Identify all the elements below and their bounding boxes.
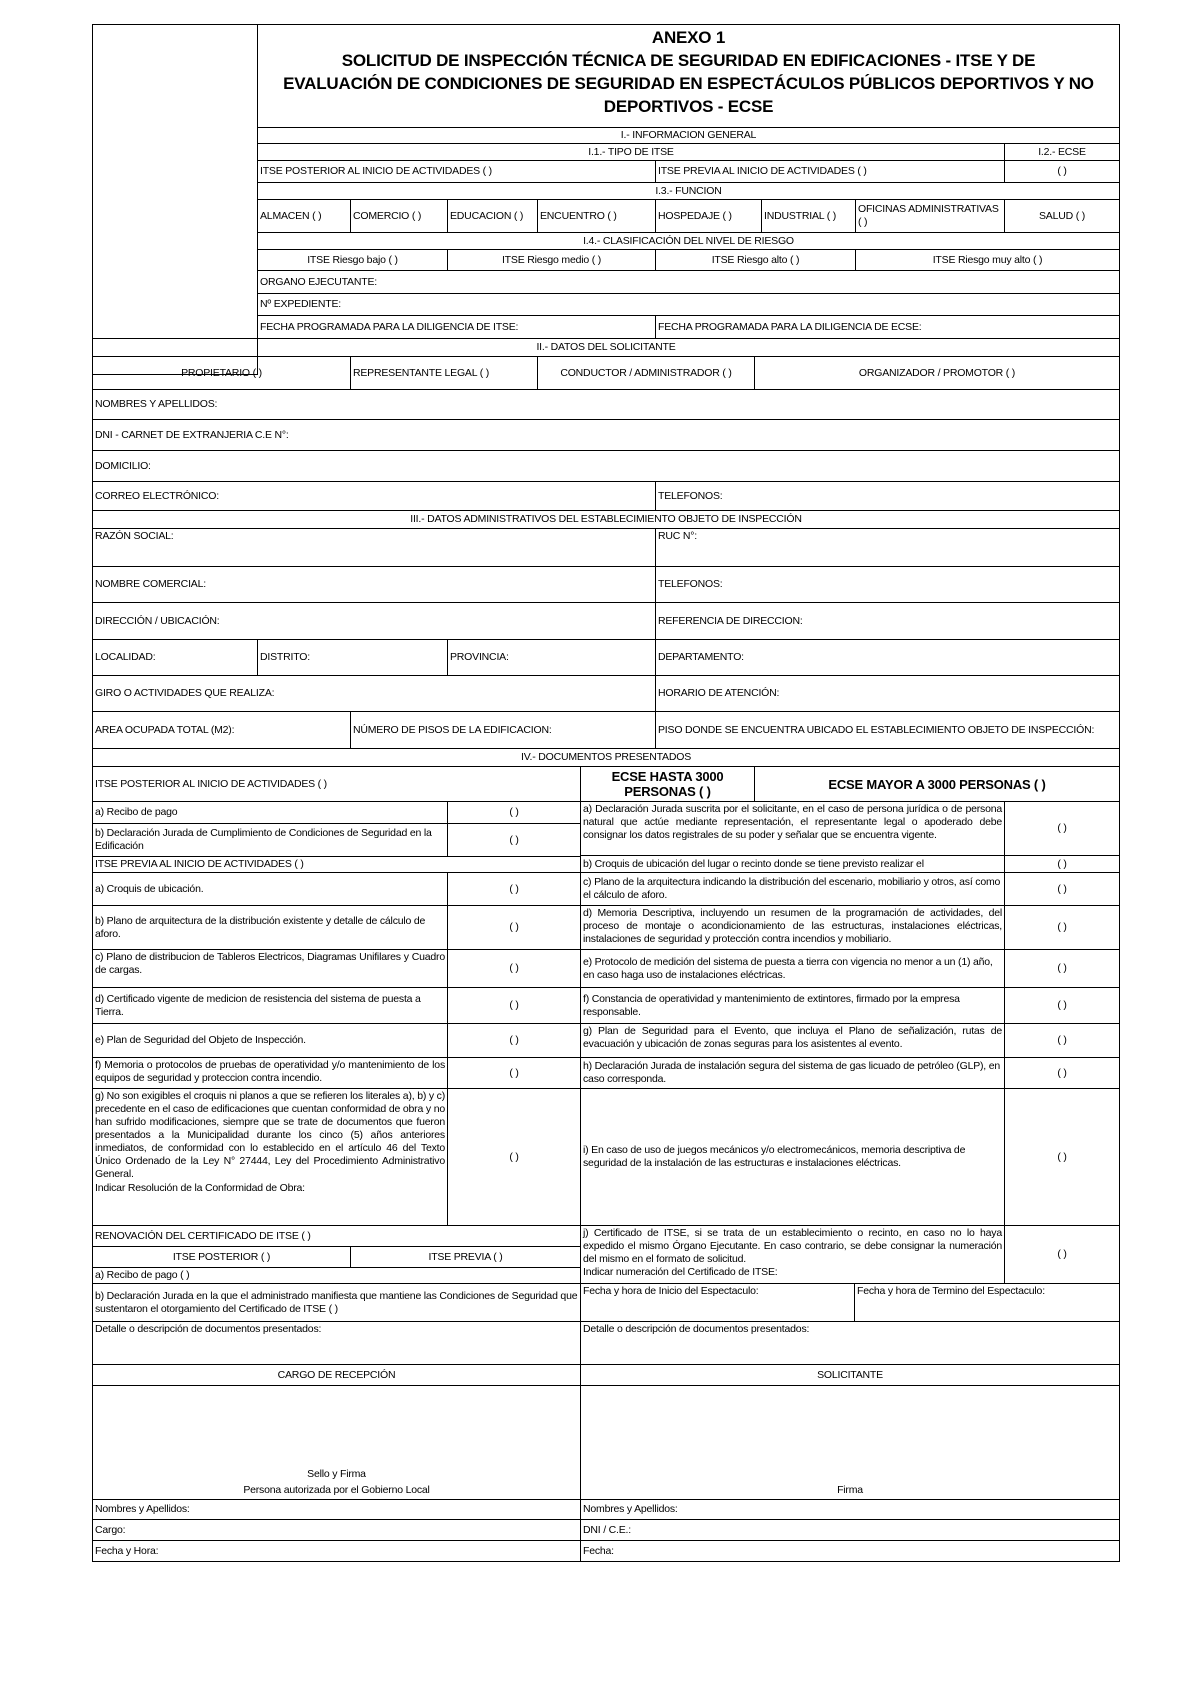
fecha-termino-field[interactable]: Fecha y hora de Termino del Espectaculo: — [854, 1283, 1120, 1322]
doc-ecse-protocolo: e) Protocolo de medición del sistema de puesta a tierra con vigencia no menor a un (1) año, en caso haga uso de instalaciones eléctricas. — [580, 949, 1005, 988]
itse-posterior-checkbox[interactable]: ITSE POSTERIOR AL INICIO DE ACTIVIDADES ( ) — [257, 160, 656, 183]
telefonos-solicitante-field[interactable]: TELEFONOS: — [655, 481, 1120, 511]
rol-propietario[interactable]: PROPIETARIO ( ) — [92, 356, 351, 390]
firma-solicitante-box[interactable] — [580, 1385, 1120, 1500]
solicitante-fecha-field[interactable]: Fecha: — [580, 1540, 1120, 1562]
renovacion-posterior[interactable]: ITSE POSTERIOR ( ) — [92, 1246, 351, 1268]
referencia-field[interactable]: REFERENCIA DE DIRECCION: — [655, 602, 1120, 640]
receptor-nombres-field[interactable]: Nombres y Apellidos: — [92, 1499, 581, 1520]
ecse-checkbox[interactable]: ( ) — [1004, 160, 1120, 183]
itse-previa-checkbox[interactable]: ITSE PREVIA AL INICIO DE ACTIVIDADES ( ) — [655, 160, 1005, 183]
sello-firma-box[interactable] — [92, 1385, 581, 1500]
doc-ecse-croquis: b) Croquis de ubicación del lugar o recinto donde se tiene previsto realizar el — [580, 855, 1005, 873]
funcion-almacen[interactable]: ALMACEN ( ) — [257, 199, 351, 233]
domicilio-field[interactable]: DOMICILIO: — [92, 450, 1120, 482]
razon-social-field[interactable]: RAZÓN SOCIAL: — [92, 528, 656, 567]
giro-field[interactable]: GIRO O ACTIVIDADES QUE REALIZA: — [92, 675, 656, 712]
direccion-field[interactable]: DIRECCIÓN / UBICACIÓN: — [92, 602, 656, 640]
doc-no-exigibles-text: g) No son exigibles el croquis ni planos a que se refieren los literales a), b) y c) precedente en el caso de edificaciones que cuentan conformidad de obra y no han sufrido modificaciones, siempre que se trate de documentos que fueron presentados a la Municipalidad durante los cinco (5) años anteriores inmediatos, de conformidad con lo establecido en el artículo 46 del Texto Único Ordenado de la Ley N° 27444, Ley del Procedimiento Administrativo General. — [95, 1090, 445, 1180]
detalle-right-field[interactable]: Detalle o descripción de documentos presentados: — [580, 1321, 1120, 1365]
solicitante-dni-field[interactable]: DNI / C.E.: — [580, 1519, 1120, 1541]
renovacion-previa[interactable]: ITSE PREVIA ( ) — [350, 1246, 581, 1268]
receptor-fecha-hora-field[interactable]: Fecha y Hora: — [92, 1540, 581, 1562]
funcion-industrial[interactable]: INDUSTRIAL ( ) — [761, 199, 856, 233]
doc-tableros: c) Plano de distribucion de Tableros Electricos, Diagramas Unifilares y Cuadro de cargas. — [92, 949, 448, 988]
ecse-title: I.2.- ECSE — [1004, 143, 1120, 161]
title-line-1: SOLICITUD DE INSPECCIÓN TÉCNICA DE SEGURIDAD EN EDIFICACIONES - ITSE Y DE — [341, 51, 1036, 70]
doc-ecse-memoria-check[interactable]: ( ) — [1004, 905, 1120, 950]
doc-ecse-memoria: d) Memoria Descriptiva, incluyendo un resumen de la programación de actividades, del proceso de montaje o acondicionamiento de las estructuras, instalaciones eléctricas, instalaciones de seguridad y protección contra incendios y mobiliario. — [580, 905, 1005, 950]
expediente-field[interactable]: Nº EXPEDIENTE: — [257, 293, 1120, 316]
riesgo-bajo[interactable]: ITSE Riesgo bajo ( ) — [257, 249, 448, 271]
doc-croquis: a) Croquis de ubicación. — [92, 872, 448, 906]
doc-ecse-certificado-text: j) Certificado de ITSE, si se trata de un establecimiento o recinto, en caso no lo haya expedido el mismo Órgano Ejecutante. En caso contrario, se debe consignar la numeración del mismo en el formato de solicitud. — [583, 1227, 1002, 1265]
telefonos-establecimiento-field[interactable]: TELEFONOS: — [655, 566, 1120, 603]
doc-memoria-protocolos: f) Memoria o protocolos de pruebas de operatividad y/o mantenimiento de los equipos de seguridad y proteccion contra incendio. — [92, 1057, 448, 1089]
organo-ejecutante-field[interactable]: ORGANO EJECUTANTE: — [257, 270, 1120, 294]
section3-title: III.- DATOS ADMINISTRATIVOS DEL ESTABLECIMIENTO OBJETO DE INSPECCIÓN — [92, 510, 1120, 529]
solicitante-title: SOLICITANTE — [580, 1364, 1120, 1386]
riesgo-muy-alto[interactable]: ITSE Riesgo muy alto ( ) — [855, 249, 1120, 271]
funcion-comercio[interactable]: COMERCIO ( ) — [350, 199, 448, 233]
doc-recibo-pago: a) Recibo de pago — [92, 801, 448, 824]
solicitante-nombres-field[interactable]: Nombres y Apellidos: — [580, 1499, 1120, 1520]
tipo-itse-title: I.1.- TIPO DE ITSE — [257, 143, 1005, 161]
rol-organizador[interactable]: ORGANIZADOR / PROMOTOR ( ) — [754, 356, 1120, 390]
annex-label: ANEXO 1 — [651, 28, 726, 47]
title-line-2: EVALUACIÓN DE CONDICIONES DE SEGURIDAD EN ESPECTÁCULOS PÚBLICOS DEPORTIVOS Y NO — [283, 74, 1094, 93]
doc-ecse-numeracion-label[interactable]: Indicar numeración del Certificado de ITSE: — [583, 1266, 778, 1278]
doc-ecse-juegos-check[interactable]: ( ) — [1004, 1088, 1120, 1226]
firma-label: Firma — [837, 1484, 863, 1496]
doc-croquis-check[interactable]: ( ) — [447, 872, 581, 906]
doc-ecse-glp-check[interactable]: ( ) — [1004, 1057, 1120, 1089]
doc-declaracion-jurada-check[interactable]: ( ) — [447, 823, 581, 857]
fecha-itse-field[interactable]: FECHA PROGRAMADA PARA LA DILIGENCIA DE ITSE: — [257, 315, 656, 339]
section1-title: I.- INFORMACION GENERAL — [257, 127, 1120, 144]
departamento-field[interactable]: DEPARTAMENTO: — [655, 639, 1120, 676]
doc-declaracion-jurada: b) Declaración Jurada de Cumplimiento de Condiciones de Seguridad en la Edificación — [92, 823, 448, 857]
area-field[interactable]: AREA OCUPADA TOTAL (M2): — [92, 711, 351, 749]
logo-box — [92, 24, 258, 375]
itse-previa-header[interactable]: ITSE PREVIA AL INICIO DE ACTIVIDADES ( ) — [92, 856, 581, 873]
rol-representante[interactable]: REPRESENTANTE LEGAL ( ) — [350, 356, 538, 390]
funcion-hospedaje[interactable]: HOSPEDAJE ( ) — [655, 199, 762, 233]
horario-field[interactable]: HORARIO DE ATENCIÓN: — [655, 675, 1120, 712]
doc-recibo-pago-check[interactable]: ( ) — [447, 801, 581, 824]
funcion-title: I.3.- FUNCION — [257, 182, 1120, 200]
doc-ecse-declaracion-check[interactable]: ( ) — [1004, 801, 1120, 856]
section4-title: IV.- DOCUMENTOS PRESENTADOS — [92, 748, 1120, 767]
doc-certificado-tierra: d) Certificado vigente de medicion de resistencia del sistema de puesta a Tierra. — [92, 987, 448, 1024]
doc-plan-seguridad-check[interactable]: ( ) — [447, 1023, 581, 1058]
doc-ecse-certificado — [580, 1225, 1005, 1284]
doc-resolucion-label[interactable]: Indicar Resolución de la Conformidad de Obra: — [95, 1182, 305, 1194]
ruc-field[interactable]: RUC N°: — [655, 528, 1120, 567]
title-line-3: DEPORTIVOS - ECSE — [603, 97, 774, 116]
doc-ecse-juegos: i) En caso de uso de juegos mecánicos y/o electromecánicos, memoria descriptiva de seguridad de la instalación de las estructuras e instalaciones eléctricas. — [580, 1088, 1005, 1226]
provincia-field[interactable]: PROVINCIA: — [447, 639, 656, 676]
doc-ecse-glp: h) Declaración Jurada de instalación segura del sistema de gas licuado de petróleo (GLP), en caso corresponda. — [580, 1057, 1005, 1089]
funcion-educacion[interactable]: EDUCACION ( ) — [447, 199, 538, 233]
correo-field[interactable]: CORREO ELECTRÓNICO: — [92, 481, 656, 511]
doc-ecse-plan-seguridad: g) Plan de Seguridad para el Evento, que incluya el Plano de señalización, rutas de evacuación y ubicación de zonas seguras para los asistentes al evento. — [580, 1023, 1005, 1058]
renovacion-recibo[interactable]: a) Recibo de pago ( ) — [92, 1267, 581, 1284]
doc-ecse-croquis-check[interactable]: ( ) — [1004, 855, 1120, 873]
fecha-inicio-field[interactable]: Fecha y hora de Inicio del Espectaculo: — [580, 1283, 855, 1322]
ecse-hasta-3000[interactable]: ECSE HASTA 3000 PERSONAS ( ) — [580, 766, 755, 802]
localidad-field[interactable]: LOCALIDAD: — [92, 639, 258, 676]
nombres-field[interactable]: NOMBRES Y APELLIDOS: — [92, 389, 1120, 420]
doc-plano-arquitectura-check[interactable]: ( ) — [447, 905, 581, 950]
funcion-oficinas[interactable]: OFICINAS ADMINISTRATIVAS ( ) — [855, 199, 1005, 233]
persona-autorizada-label: Persona autorizada por el Gobierno Local — [243, 1484, 430, 1496]
doc-tableros-check[interactable]: ( ) — [447, 949, 581, 988]
doc-plan-seguridad: e) Plan de Seguridad del Objeto de Inspección. — [92, 1023, 448, 1058]
doc-ecse-constancia-check[interactable]: ( ) — [1004, 987, 1120, 1024]
itse-posterior-header[interactable]: ITSE POSTERIOR AL INICIO DE ACTIVIDADES ( ) — [92, 766, 581, 802]
doc-plano-arquitectura: b) Plano de arquitectura de la distribución existente y detalle de cálculo de aforo. — [92, 905, 448, 950]
cargo-recepcion-title: CARGO DE RECEPCIÓN — [92, 1364, 581, 1386]
doc-no-exigibles — [92, 1088, 448, 1226]
doc-ecse-plano: c) Plano de la arquitectura indicando la distribución del escenario, mobiliario y otros, así como el cálculo de aforo. — [580, 872, 1005, 906]
pisos-field[interactable]: NÚMERO DE PISOS DE LA EDIFICACION: — [350, 711, 656, 749]
riesgo-medio[interactable]: ITSE Riesgo medio ( ) — [447, 249, 656, 271]
dni-field[interactable]: DNI - CARNET DE EXTRANJERIA C.E N°: — [92, 419, 1120, 451]
doc-memoria-protocolos-check[interactable]: ( ) — [447, 1057, 581, 1089]
doc-ecse-certificado-check[interactable]: ( ) — [1004, 1225, 1120, 1284]
section2-title: II.- DATOS DEL SOLICITANTE — [92, 338, 1120, 357]
doc-ecse-plano-check[interactable]: ( ) — [1004, 872, 1120, 906]
doc-ecse-plan-seguridad-check[interactable]: ( ) — [1004, 1023, 1120, 1058]
doc-ecse-constancia: f) Constancia de operatividad y mantenimiento de extintores, firmado por la empresa responsable. — [580, 987, 1005, 1024]
piso-ubicado-field[interactable]: PISO DONDE SE ENCUENTRA UBICADO EL ESTABLECIMIENTO OBJETO DE INSPECCIÓN: — [655, 711, 1120, 749]
sello-firma-label: Sello y Firma — [307, 1468, 366, 1480]
funcion-salud[interactable]: SALUD ( ) — [1004, 199, 1120, 233]
doc-ecse-declaracion: a) Declaración Jurada suscrita por el solicitante, en el caso de persona jurídica o de persona natural que actúe mediante representación, el representante legal o apoderado debe consignar los datos registrales de su poder y señalar que se encuentra vigente. — [580, 801, 1005, 856]
renovacion-header[interactable]: RENOVACIÓN DEL CERTIFICADO DE ITSE ( ) — [92, 1225, 581, 1247]
itse-form — [92, 24, 1120, 1687]
ecse-mayor-3000[interactable]: ECSE MAYOR A 3000 PERSONAS ( ) — [754, 766, 1120, 802]
doc-no-exigibles-check[interactable]: ( ) — [447, 1088, 581, 1226]
doc-ecse-protocolo-check[interactable]: ( ) — [1004, 949, 1120, 988]
riesgo-alto[interactable]: ITSE Riesgo alto ( ) — [655, 249, 856, 271]
header-title-box — [257, 24, 1120, 128]
fecha-ecse-field[interactable]: FECHA PROGRAMADA PARA LA DILIGENCIA DE ECSE: — [655, 315, 1120, 339]
nombre-comercial-field[interactable]: NOMBRE COMERCIAL: — [92, 566, 656, 603]
distrito-field[interactable]: DISTRITO: — [257, 639, 448, 676]
doc-certificado-tierra-check[interactable]: ( ) — [447, 987, 581, 1024]
detalle-left-field[interactable]: Detalle o descripción de documentos presentados: — [92, 1321, 581, 1365]
receptor-cargo-field[interactable]: Cargo: — [92, 1519, 581, 1541]
riesgo-title: I.4.- CLASIFICACIÓN DEL NIVEL DE RIESGO — [257, 232, 1120, 250]
renovacion-declaracion[interactable]: b) Declaración Jurada en la que el administrado manifiesta que mantiene las Condiciones de Seguridad que sustentaron el otorgamiento del Certificado de ITSE ( ) — [92, 1283, 581, 1322]
funcion-encuentro[interactable]: ENCUENTRO ( ) — [537, 199, 656, 233]
rol-conductor[interactable]: CONDUCTOR / ADMINISTRADOR ( ) — [537, 356, 755, 390]
